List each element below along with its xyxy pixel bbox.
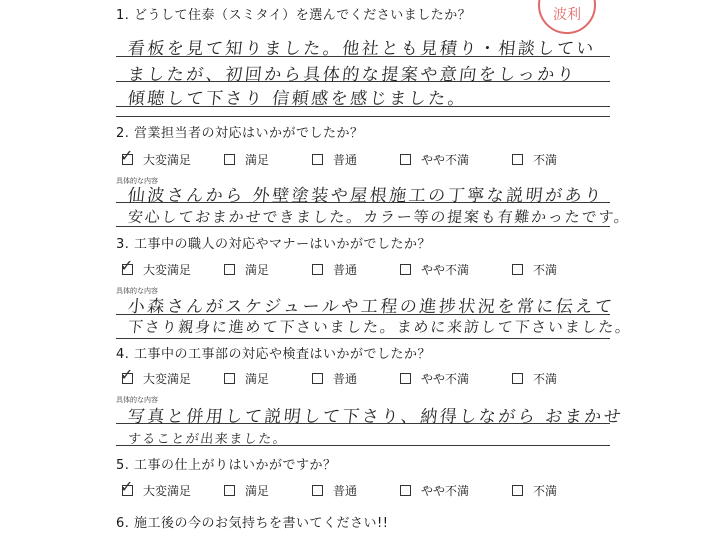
checkbox[interactable] (120, 365, 134, 384)
question-1: 1. どうして住泰（スミタイ）を選んでくださいましたか？ (116, 8, 472, 23)
checkbox[interactable] (224, 485, 235, 496)
option-label: 満足 (245, 153, 270, 167)
detail-2-line-2: 安心しておまかせできました。カラー等の提案も有難かったです。 (127, 208, 632, 226)
check-mark: ✓ (120, 365, 134, 384)
option-label: やや不満 (421, 263, 470, 277)
detail-label: 具体的な内容 (116, 396, 158, 404)
stamp (538, 0, 596, 34)
detail-label: 具体的な内容 (116, 177, 158, 185)
rating-options-2 (116, 146, 610, 169)
check-mark: ✓ (120, 477, 134, 496)
option-normal[interactable] (312, 151, 357, 168)
option-label: 普通 (333, 372, 358, 386)
option-label: 不満 (533, 263, 558, 277)
checkbox[interactable] (512, 485, 523, 496)
option-normal[interactable] (312, 261, 357, 278)
option-label: 普通 (333, 153, 358, 167)
option-label: 普通 (333, 484, 358, 498)
checkbox[interactable] (512, 373, 523, 384)
option-label: やや不満 (421, 484, 470, 498)
option-label: 満足 (245, 484, 270, 498)
option-label: 不満 (533, 153, 558, 167)
checkbox[interactable] (120, 256, 134, 275)
option-satisfied[interactable] (224, 151, 269, 168)
option-very-satisfied[interactable] (120, 146, 192, 168)
checkbox[interactable] (312, 154, 323, 165)
detail-label: 具体的な内容 (116, 287, 158, 295)
detail-4-line-2: することが出来ました。 (127, 432, 289, 447)
option-very-satisfied[interactable] (120, 256, 192, 278)
option-slightly-dissatisfied[interactable] (400, 151, 469, 168)
detail-4-line-1: 写真と併用して説明して下さり、納得しながら おまかせ (126, 407, 625, 427)
option-dissatisfied[interactable] (512, 482, 557, 499)
checkbox[interactable] (400, 154, 411, 165)
checkbox[interactable] (312, 264, 323, 275)
checkbox[interactable] (312, 373, 323, 384)
option-satisfied[interactable] (224, 482, 269, 499)
option-label: 満足 (245, 263, 270, 277)
answer-1-line-3: 傾聴して下さり 信頼感を感じました。 (126, 89, 469, 109)
checkbox[interactable] (400, 485, 411, 496)
check-mark: ✓ (120, 256, 134, 275)
checkbox[interactable] (312, 485, 323, 496)
checkbox[interactable] (512, 264, 523, 275)
rating-options-4 (116, 365, 610, 388)
answer-1-line-2: ましたが、初回から具体的な提案や意向をしっかり (126, 65, 578, 85)
option-very-satisfied[interactable] (120, 477, 192, 499)
detail-2-line-1: 仙波さんから 外壁塗装や屋根施工の丁寧な説明があり (126, 186, 605, 206)
option-slightly-dissatisfied[interactable] (400, 261, 469, 278)
option-label: 普通 (333, 263, 358, 277)
option-satisfied[interactable] (224, 261, 269, 278)
detail-3-line-1: 小森さんがスケジュールや工程の進捗状況を常に伝えて (126, 297, 616, 317)
option-normal[interactable] (312, 482, 357, 499)
question-6: 6. 施工後の今のお気持ちを書いてください!! (116, 516, 389, 531)
option-label: やや不満 (421, 372, 470, 386)
option-label: 大変満足 (143, 263, 192, 277)
option-very-satisfied[interactable] (120, 365, 192, 387)
checkbox[interactable] (120, 146, 134, 165)
option-label: 大変満足 (143, 484, 192, 498)
option-label: 不満 (533, 484, 558, 498)
stamp-text: 波利 (553, 7, 581, 23)
option-dissatisfied[interactable] (512, 261, 557, 278)
checkbox[interactable] (224, 373, 235, 384)
option-label: 不満 (533, 372, 558, 386)
option-dissatisfied[interactable] (512, 151, 557, 168)
option-dissatisfied[interactable] (512, 370, 557, 387)
checkbox[interactable] (512, 154, 523, 165)
rating-options-3 (116, 256, 610, 279)
checkbox[interactable] (224, 264, 235, 275)
option-label: やや不満 (421, 153, 470, 167)
check-mark: ✓ (120, 146, 134, 165)
option-label: 大変満足 (143, 372, 192, 386)
option-satisfied[interactable] (224, 370, 269, 387)
answer-1-line-1: 看板を見て知りました。他社とも見積り・相談してい (126, 39, 597, 59)
checkbox[interactable] (120, 477, 134, 496)
option-label: 大変満足 (143, 153, 192, 167)
rating-options-5 (116, 477, 610, 500)
question-5: 5. 工事の仕上がりはいかがですか？ (116, 458, 337, 473)
option-slightly-dissatisfied[interactable] (400, 370, 469, 387)
option-label: 満足 (245, 372, 270, 386)
checkbox[interactable] (224, 154, 235, 165)
option-normal[interactable] (312, 370, 357, 387)
detail-3-line-2: 下さり親身に進めて下さいました。まめに来訪して下さいました。 (127, 318, 633, 336)
question-3: 3. 工事中の職人の対応やマナーはいかがでしたか？ (116, 237, 432, 252)
checkbox[interactable] (400, 264, 411, 275)
question-2: 2. 営業担当者の対応はいかがでしたか？ (116, 126, 364, 141)
option-slightly-dissatisfied[interactable] (400, 482, 469, 499)
question-4: 4. 工事中の工事部の対応や検査はいかがでしたか？ (116, 347, 432, 362)
checkbox[interactable] (400, 373, 411, 384)
